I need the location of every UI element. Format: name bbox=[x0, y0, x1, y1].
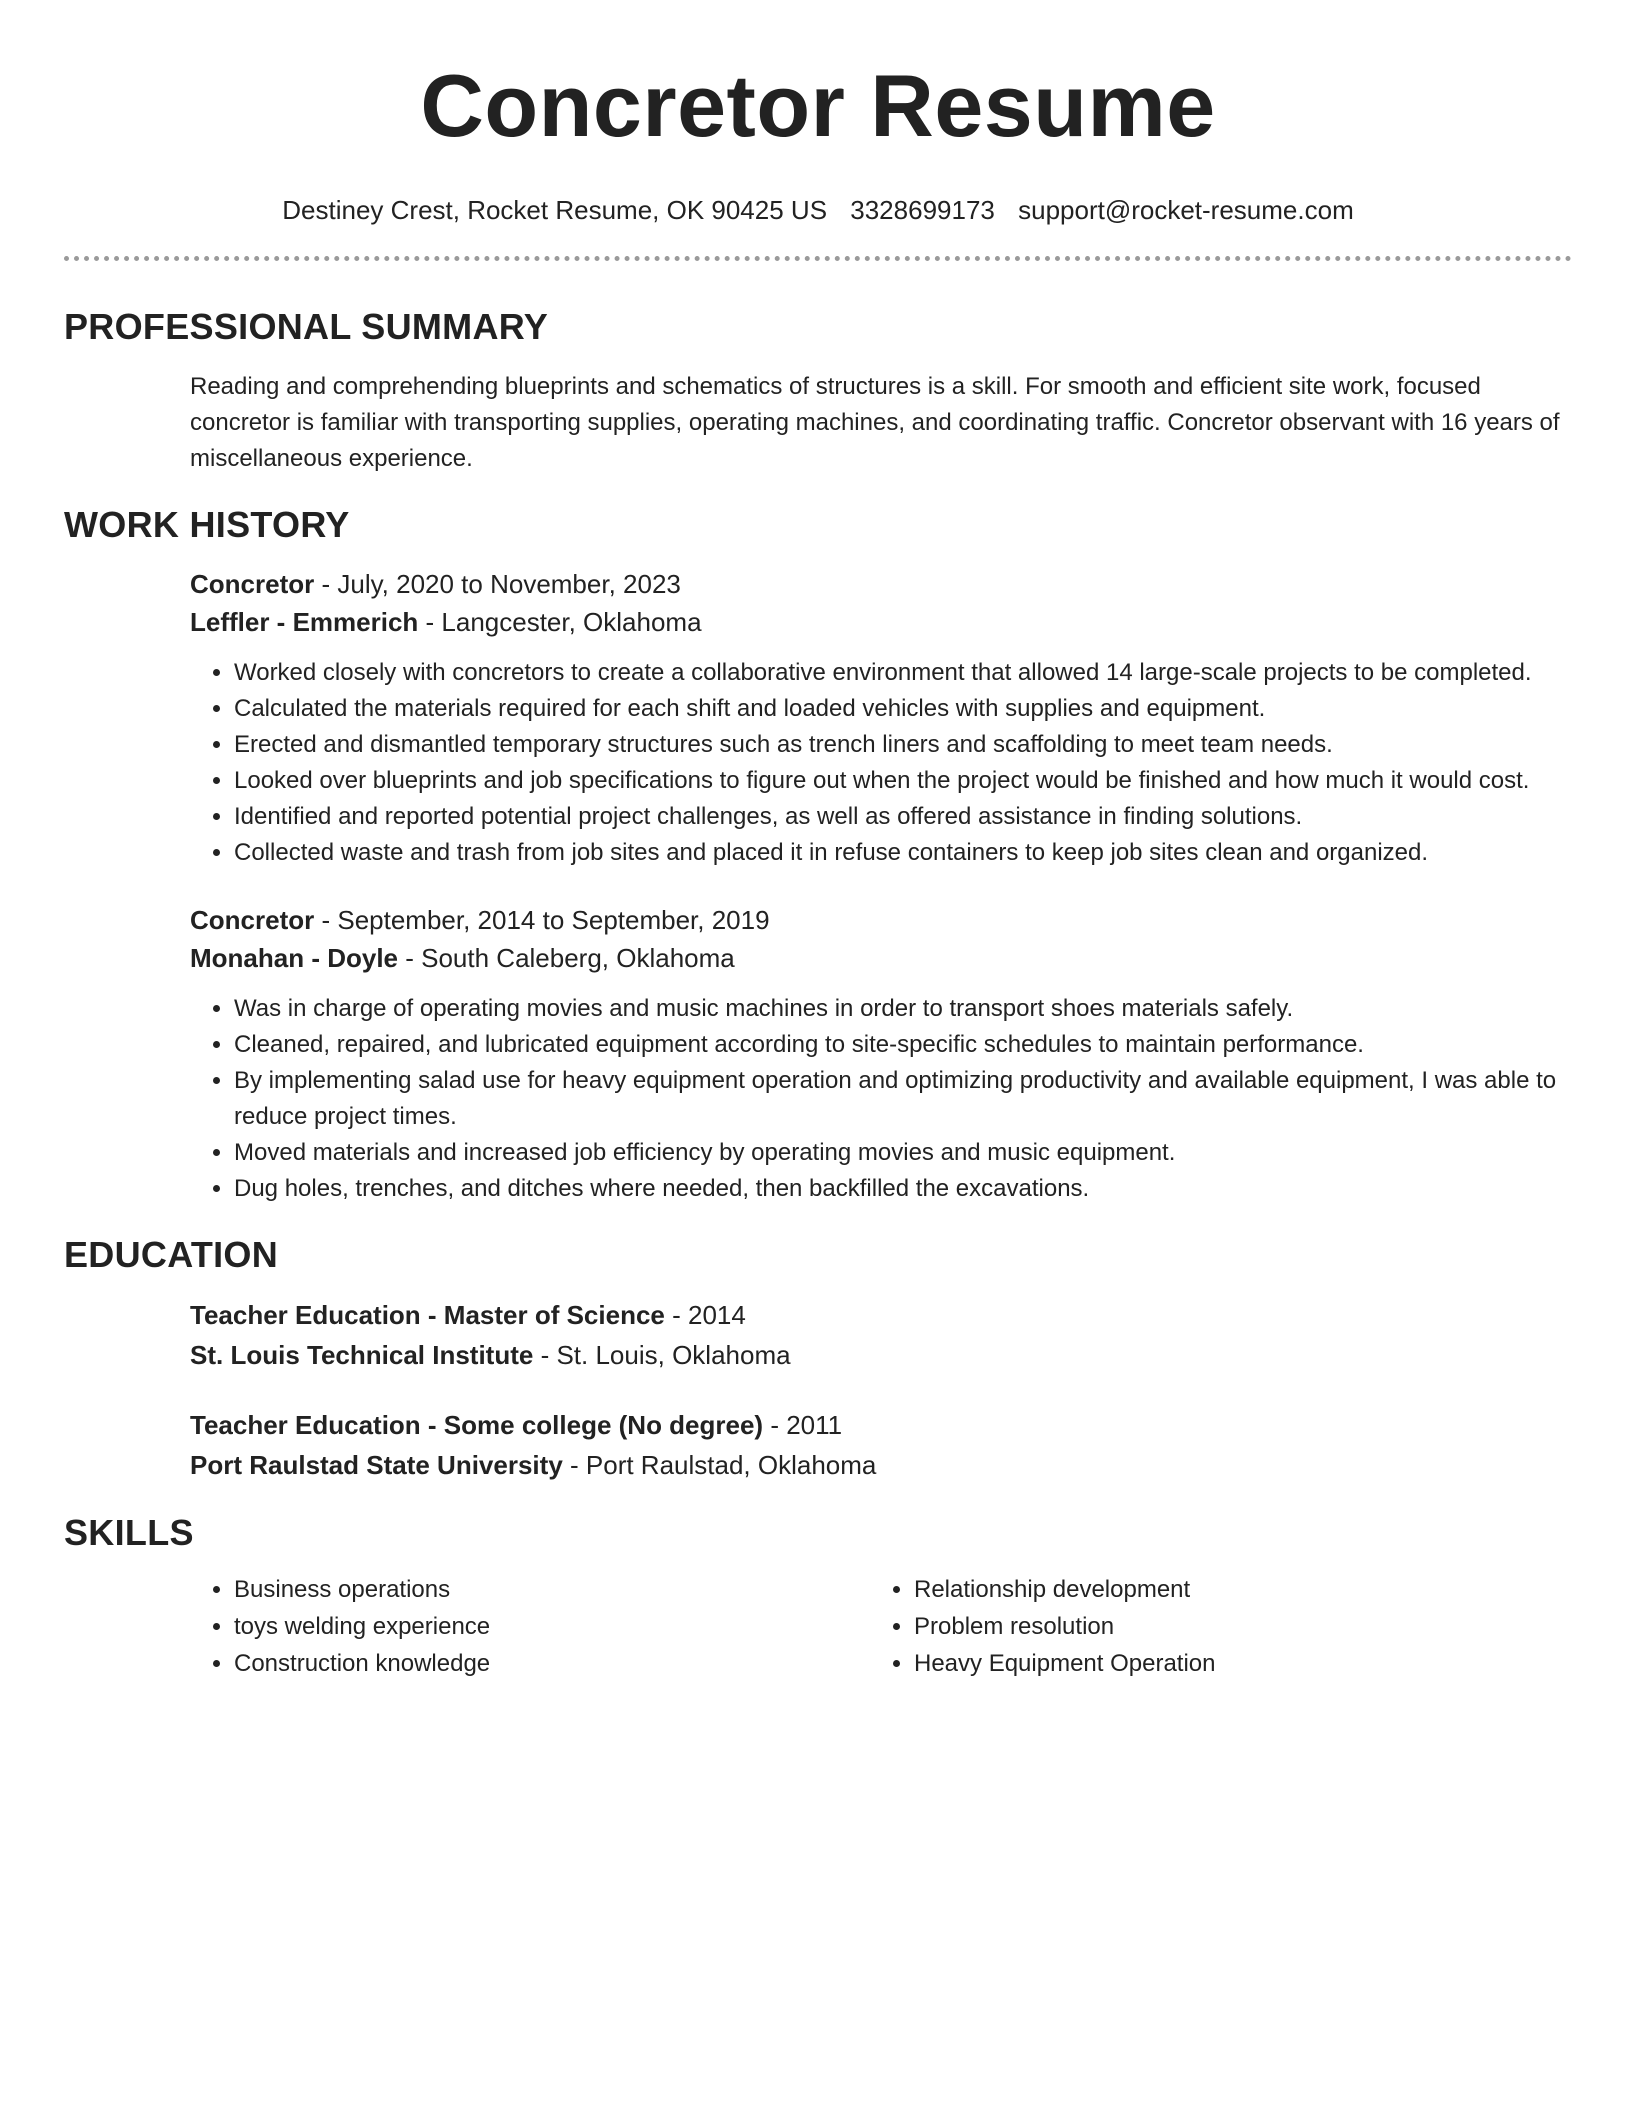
job-dates: - July, 2020 to November, 2023 bbox=[314, 569, 681, 599]
education-degree: Teacher Education - Some college (No degree) bbox=[190, 1410, 764, 1440]
job-company-line bbox=[190, 603, 1572, 641]
resume-title: Concretor Resume bbox=[420, 56, 1216, 155]
contact-address: Destiney Crest, Rocket Resume, OK 90425 US bbox=[282, 195, 828, 225]
list-item: • Looked over blueprints and job specifications to figure out when the project would be finished and how much it would cost. bbox=[234, 763, 1572, 799]
list-item: • Worked closely with concretors to create a collaborative environment that allowed 14 large-scale projects to be completed. bbox=[234, 655, 1572, 691]
job-title: Concretor bbox=[190, 569, 315, 599]
education-location: - Port Raulstad, Oklahoma bbox=[562, 1450, 877, 1480]
education-heading: EDUCATION bbox=[64, 1234, 279, 1275]
education-year: - 2014 bbox=[664, 1300, 746, 1330]
list-item: • Dug holes, trenches, and ditches where needed, then backfilled the excavations. bbox=[234, 1171, 1572, 1207]
education-year: - 2011 bbox=[763, 1410, 843, 1440]
list-item: • Relationship development bbox=[914, 1571, 1550, 1608]
list-item: • Problem resolution bbox=[914, 1608, 1550, 1645]
education-school: Port Raulstad State University bbox=[190, 1450, 563, 1480]
list-item: • Cleaned, repaired, and lubricated equipment according to site-specific schedules to maintain performance. bbox=[234, 1027, 1572, 1063]
skills-section bbox=[190, 1571, 1572, 1682]
list-item: • Construction knowledge bbox=[234, 1645, 870, 1682]
summary-heading: PROFESSIONAL SUMMARY bbox=[64, 306, 549, 347]
education-location: - St. Louis, Oklahoma bbox=[533, 1340, 791, 1370]
contact-phone: 3328699173 bbox=[850, 195, 995, 225]
list-item: • Business operations bbox=[234, 1571, 870, 1608]
education-degree-line bbox=[190, 1295, 1572, 1335]
list-item: • toys welding experience bbox=[234, 1608, 870, 1645]
list-item: • By implementing salad use for heavy equipment operation and optimizing productivity and available equipment, I was able to reduce project times. bbox=[234, 1063, 1572, 1135]
header-divider bbox=[64, 256, 1572, 261]
education-entry bbox=[190, 1295, 1572, 1375]
skills-heading: SKILLS bbox=[64, 1512, 194, 1553]
job-location: - Langcester, Oklahoma bbox=[418, 607, 702, 637]
skills-list-right bbox=[870, 1571, 1550, 1682]
job-company: Monahan - Doyle bbox=[190, 943, 399, 973]
job-entry bbox=[190, 565, 1572, 871]
work-history-section bbox=[190, 565, 1572, 1207]
job-title-line bbox=[190, 901, 1572, 939]
education-school: St. Louis Technical Institute bbox=[190, 1340, 534, 1370]
job-company: Leffler - Emmerich bbox=[190, 607, 419, 637]
education-school-line bbox=[190, 1335, 1572, 1375]
summary-section bbox=[190, 369, 1572, 477]
education-degree-line bbox=[190, 1405, 1572, 1445]
job-duties-list bbox=[190, 991, 1572, 1207]
job-title: Concretor bbox=[190, 905, 315, 935]
list-item: • Collected waste and trash from job sites and placed it in refuse containers to keep job sites clean and organized. bbox=[234, 835, 1572, 871]
list-item: • Heavy Equipment Operation bbox=[914, 1645, 1550, 1682]
skills-list-left bbox=[190, 1571, 870, 1682]
list-item: • Was in charge of operating movies and music machines in order to transport shoes materials safely. bbox=[234, 991, 1572, 1027]
education-degree: Teacher Education - Master of Science bbox=[190, 1300, 665, 1330]
education-school-line bbox=[190, 1445, 1572, 1485]
list-item: • Moved materials and increased job efficiency by operating movies and music equipment. bbox=[234, 1135, 1572, 1171]
job-company-line bbox=[190, 939, 1572, 977]
job-location: - South Caleberg, Oklahoma bbox=[398, 943, 735, 973]
education-section bbox=[190, 1295, 1572, 1485]
list-item: • Erected and dismantled temporary structures such as trench liners and scaffolding to meet team needs. bbox=[234, 727, 1572, 763]
list-item: • Calculated the materials required for each shift and loaded vehicles with supplies and equipment. bbox=[234, 691, 1572, 727]
contact-email: support@rocket-resume.com bbox=[1018, 195, 1354, 225]
job-duties-list bbox=[190, 655, 1572, 871]
work-history-heading: WORK HISTORY bbox=[64, 504, 350, 545]
resume-page bbox=[64, 0, 1572, 1682]
education-entry bbox=[190, 1405, 1572, 1485]
job-title-line bbox=[190, 565, 1572, 603]
list-item: • Identified and reported potential project challenges, as well as offered assistance in finding solutions. bbox=[234, 799, 1572, 835]
job-dates: - September, 2014 to September, 2019 bbox=[314, 905, 770, 935]
job-entry bbox=[190, 901, 1572, 1207]
contact-line bbox=[64, 194, 1572, 226]
summary-text: Reading and comprehending blueprints and schematics of structures is a skill. For smooth and efficient site work, focused concretor is familiar with transporting supplies, operating machines, and coordinating traffic. Concretor observant with 16 years of miscellaneous experience. bbox=[190, 373, 1560, 472]
